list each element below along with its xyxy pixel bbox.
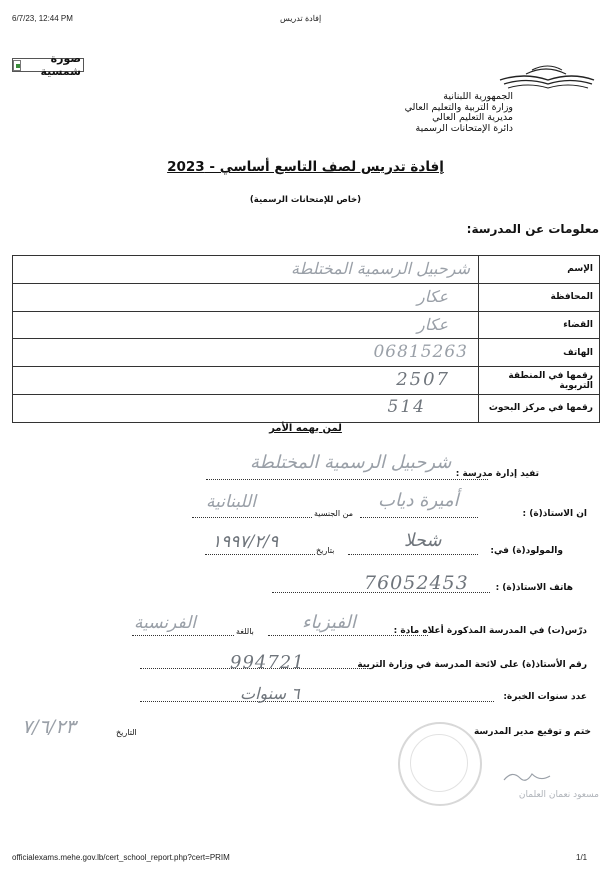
print-page-title: إفادة تدريس <box>280 14 322 23</box>
experience-label: عدد سنوات الخبرة: <box>503 692 587 702</box>
dotted-line <box>268 635 428 636</box>
broken-image-icon <box>13 60 21 71</box>
dotted-line <box>348 554 478 555</box>
ministry-line: وزارة التربية والتعليم العالي <box>404 101 513 113</box>
school-admin-label: تفيد إدارة مدرسة : <box>455 469 539 479</box>
born-label: والمولود(ة) في: <box>490 546 563 556</box>
table-row <box>13 283 600 311</box>
dotted-line <box>132 635 234 636</box>
experience-value: ٦ سنوات <box>240 684 300 703</box>
registration-label: رقم الأستاذ(ة) على لائحة المدرسة في وزارة التربية <box>357 660 587 670</box>
document-subtitle: (خاص للإمتحانات الرسمية) <box>249 195 362 205</box>
to-whom-heading: لمن يهمه الأمر <box>269 423 342 434</box>
table-row <box>13 367 600 395</box>
photo-placeholder <box>12 52 84 78</box>
row-label: رقمها في مركز البحوث <box>479 394 600 422</box>
school-stamp-inner <box>410 734 468 792</box>
district-value: عكار <box>417 314 448 334</box>
school-name-value: شرحبيل الرسمية المختلطة <box>290 259 470 278</box>
teacher-phone-value: 76052453 <box>364 572 469 594</box>
teacher-value: أميرة دياب <box>378 490 459 511</box>
ministry-line: دائرة الإمتحانات الرسمية <box>415 122 513 134</box>
dotted-line <box>192 517 312 518</box>
registration-value: 994721 <box>230 652 305 673</box>
ministry-line: الجمهورية اللبنانية <box>443 91 513 102</box>
signature-scribble <box>500 768 560 786</box>
row-label: القضاء <box>479 311 600 339</box>
nationality-label: من الجنسية <box>314 509 353 518</box>
governorate-value: عكار <box>417 286 448 306</box>
nationality-value: اللبنانية <box>206 492 256 512</box>
region-number-value: 2507 <box>396 369 450 391</box>
footer-page-number: 1/1 <box>576 853 588 862</box>
print-datetime: 6/7/23, 12:44 PM <box>12 14 73 23</box>
dotted-line <box>140 701 494 702</box>
subject-value: الفيزياء <box>302 612 356 633</box>
dotted-line <box>360 517 478 518</box>
document-title: إفادة تدريس لصف التاسع أساسي - 2023 <box>167 159 444 175</box>
teacher-label: ان الاستاذ(ة) : <box>522 509 587 519</box>
ministry-line: مديرية التعليم العالي <box>432 112 513 123</box>
school-info-table <box>12 255 600 423</box>
seal-label: ختم و توقيع مدير المدرسة <box>473 727 591 737</box>
research-number-value: 514 <box>387 396 426 417</box>
table-row <box>13 339 600 367</box>
row-label: الهاتف <box>479 339 600 367</box>
footer-url: officialexams.mehe.gov.lb/cert_school_report.php?cert=PRIM <box>12 853 230 862</box>
table-row <box>13 256 600 284</box>
table-row <box>13 311 600 339</box>
section-title: معلومات عن المدرسة: <box>466 222 599 236</box>
director-name: مسعود نعمان العلمان <box>518 790 599 800</box>
dotted-line <box>206 479 488 480</box>
phone-value: 06815263 <box>373 342 468 363</box>
language-label: باللغة <box>236 627 254 636</box>
taught-label: درّس(ت) في المدرسة المذكورة أعلاه مادة : <box>393 626 587 636</box>
born-date-value: ١٩٩٧/٢/٩ <box>212 532 279 552</box>
ministry-book-logo <box>496 62 598 92</box>
school-admin-value: شرحبيل الرسمية المختلطة <box>250 452 452 473</box>
row-label: رقمها في المنطقة التربوية <box>479 367 600 395</box>
row-label: المحافظة <box>479 283 600 311</box>
table-row <box>13 394 600 422</box>
row-label: الإسم <box>479 256 600 284</box>
language-value: الفرنسية <box>134 613 197 633</box>
dotted-line <box>205 554 315 555</box>
date2-label: التاريخ <box>116 728 137 737</box>
born-place-value: شحلا <box>404 530 442 551</box>
teacher-phone-label: هاتف الاستاذ(ة) : <box>495 583 573 593</box>
photo-label: صورة شمسية <box>40 52 81 78</box>
ministry-header <box>405 92 513 134</box>
date2-value: ٧/٦/٢٣ <box>22 716 76 738</box>
date-label: بتاريخ <box>316 546 335 555</box>
